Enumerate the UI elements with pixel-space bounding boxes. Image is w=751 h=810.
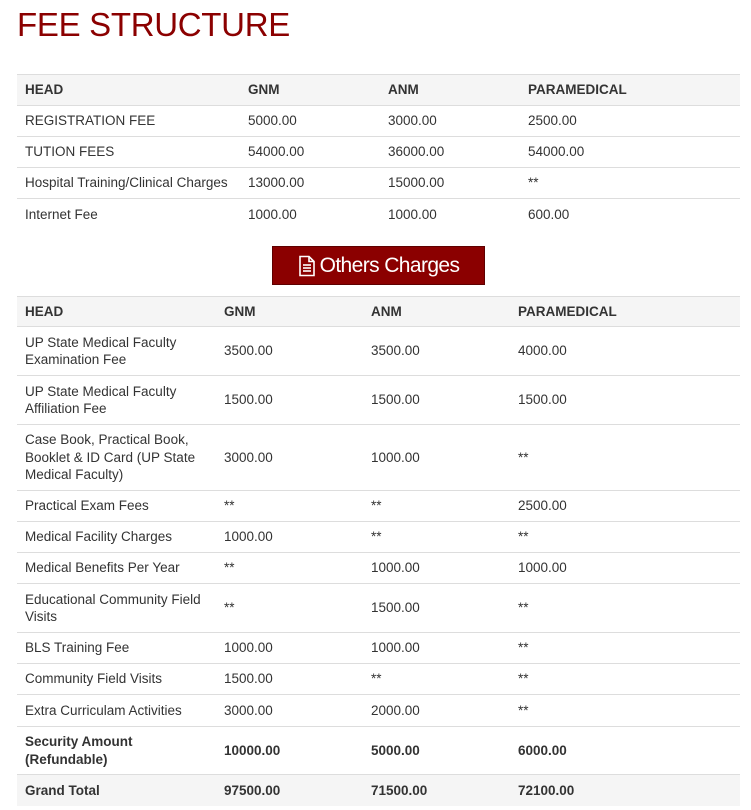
cell-paramedical: ** <box>518 600 529 616</box>
header-head: HEAD <box>25 82 64 98</box>
cell-head: Security Amount (Refundable) <box>25 734 133 767</box>
cell-anm: 2000.00 <box>371 702 420 718</box>
header-paramedical: PARAMEDICAL <box>528 82 627 98</box>
cell-head: UP State Medical Faculty Examination Fee <box>25 334 177 367</box>
table-row <box>17 199 740 230</box>
cell-paramedical: ** <box>528 175 539 191</box>
table-row <box>17 425 740 491</box>
cell-anm: 71500.00 <box>371 782 428 798</box>
cell-anm: 1000.00 <box>388 206 437 222</box>
cell-head: Medical Benefits Per Year <box>25 560 180 576</box>
security-amount-row <box>17 727 740 775</box>
cell-gnm: ** <box>224 600 235 616</box>
cell-head: REGISTRATION FEE <box>25 113 156 129</box>
table-row <box>17 376 740 425</box>
cell-paramedical: ** <box>518 671 529 687</box>
table-row <box>17 553 740 584</box>
cell-gnm: 3000.00 <box>224 449 273 465</box>
cell-paramedical: 6000.00 <box>518 742 567 758</box>
cell-gnm: 1000.00 <box>224 529 273 545</box>
cell-head: UP State Medical Faculty Affiliation Fee <box>25 383 177 416</box>
table-row <box>17 584 740 633</box>
table-row <box>17 137 740 168</box>
cell-anm: 1000.00 <box>371 560 420 576</box>
cell-head: Medical Facility Charges <box>25 529 173 545</box>
cell-paramedical: 1000.00 <box>518 560 567 576</box>
others-charges-button[interactable] <box>272 246 485 285</box>
cell-paramedical: ** <box>518 702 529 718</box>
cell-gnm: 3000.00 <box>224 702 273 718</box>
cell-paramedical: ** <box>518 640 529 656</box>
cell-gnm: ** <box>224 498 235 514</box>
cell-anm: ** <box>371 671 382 687</box>
cell-anm: 1500.00 <box>371 600 420 616</box>
cell-head: Internet Fee <box>25 206 98 222</box>
cell-anm: 3000.00 <box>388 113 437 129</box>
cell-gnm: 13000.00 <box>248 175 305 191</box>
cell-paramedical: ** <box>518 529 529 545</box>
cell-gnm: 1000.00 <box>248 206 297 222</box>
cell-gnm: 1500.00 <box>224 392 273 408</box>
cell-gnm: 3500.00 <box>224 343 273 359</box>
table-row <box>17 633 740 664</box>
cell-anm: 36000.00 <box>388 144 445 160</box>
cell-paramedical: 72100.00 <box>518 782 575 798</box>
cell-gnm: 54000.00 <box>248 144 305 160</box>
cell-gnm: 1000.00 <box>224 640 273 656</box>
cell-anm: 1000.00 <box>371 449 420 465</box>
cell-paramedical: 4000.00 <box>518 343 567 359</box>
document-icon <box>298 255 316 277</box>
cell-head: Grand Total <box>25 782 100 798</box>
table-row <box>17 491 740 522</box>
cell-head: TUTION FEES <box>25 144 115 160</box>
cell-anm: 5000.00 <box>371 742 420 758</box>
cell-gnm: ** <box>224 560 235 576</box>
cell-head: Extra Curriculam Activities <box>25 702 182 718</box>
cell-paramedical: 2500.00 <box>518 498 567 514</box>
cell-anm: ** <box>371 498 382 514</box>
fee-structure-table <box>17 74 740 230</box>
cell-head: Community Field Visits <box>25 671 163 687</box>
cell-head: Hospital Training/Clinical Charges <box>25 175 228 191</box>
table-row <box>17 106 740 137</box>
cell-head: Educational Community Field Visits <box>25 591 201 624</box>
cell-anm: ** <box>371 529 382 545</box>
header-head: HEAD <box>25 303 64 319</box>
table-header-row <box>17 297 740 327</box>
cell-gnm: 97500.00 <box>224 782 281 798</box>
cell-gnm: 5000.00 <box>248 113 297 129</box>
others-charges-label: Others Charges <box>319 253 460 277</box>
header-paramedical: PARAMEDICAL <box>518 303 617 319</box>
cell-head: Practical Exam Fees <box>25 498 149 514</box>
header-gnm: GNM <box>248 82 280 98</box>
table-row <box>17 522 740 553</box>
grand-total-row <box>17 775 740 806</box>
cell-paramedical: 600.00 <box>528 206 570 222</box>
table-row <box>17 695 740 727</box>
table-header-row <box>17 75 740 106</box>
cell-paramedical: 2500.00 <box>528 113 577 129</box>
cell-anm: 1000.00 <box>371 640 420 656</box>
cell-paramedical: 1500.00 <box>518 392 567 408</box>
cell-anm: 1500.00 <box>371 392 420 408</box>
other-charges-table <box>17 296 740 806</box>
cell-head: Case Book, Practical Book, Booklet & ID Card (UP State Medical Faculty) <box>25 432 196 483</box>
cell-paramedical: ** <box>518 449 529 465</box>
page-title: FEE STRUCTURE <box>17 6 290 43</box>
table-row <box>17 168 740 199</box>
table-row <box>17 327 740 376</box>
header-anm: ANM <box>388 82 419 98</box>
cell-paramedical: 54000.00 <box>528 144 585 160</box>
cell-gnm: 1500.00 <box>224 671 273 687</box>
cell-head: BLS Training Fee <box>25 640 130 656</box>
header-gnm: GNM <box>224 303 256 319</box>
table-row <box>17 664 740 695</box>
cell-anm: 3500.00 <box>371 343 420 359</box>
cell-anm: 15000.00 <box>388 175 445 191</box>
cell-gnm: 10000.00 <box>224 742 281 758</box>
header-anm: ANM <box>371 303 402 319</box>
